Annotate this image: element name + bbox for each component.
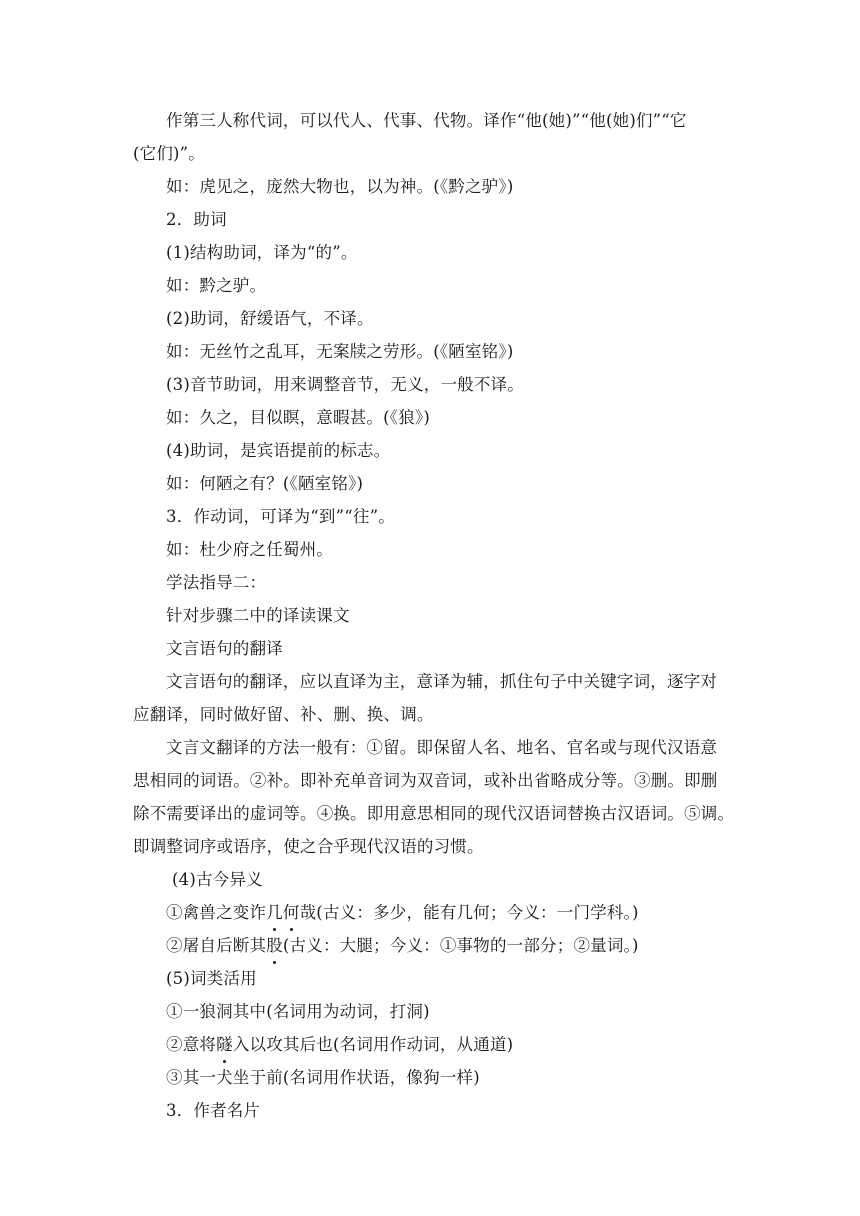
section-heading: 3．作者名片: [166, 1101, 261, 1120]
text-segment: (古义：大腿；今义：①事物的一部分；②量词。): [282, 936, 639, 955]
text-line: 如：黔之驴。: [166, 276, 267, 295]
emphasis-char: 何: [283, 896, 300, 929]
section-heading: 2．助词: [166, 210, 227, 229]
text-line: ③其一犬坐于前(名词用作状语，像狗一样): [166, 1068, 480, 1087]
section-heading: 文言语句的翻译: [166, 639, 283, 658]
text-line: 如：何陋之有？(《陋室铭》): [166, 474, 364, 493]
text-line: [133, 929, 733, 962]
text-line: 如：无丝竹之乱耳，无案牍之劳形。(《陋室铭》): [166, 342, 514, 361]
text-line: 应翻译，同时做好留、补、删、换、调。: [133, 705, 434, 724]
text-line: (2)助词，舒缓语气，不译。: [166, 309, 374, 328]
text-segment: 入以攻其后也(名词用作动词，从通道): [232, 1035, 514, 1054]
text-line: [133, 1028, 733, 1061]
text-line: 即调整词序或语序，使之合乎现代汉语的习惯。: [133, 837, 484, 856]
text-segment: ①禽兽之变诈: [166, 903, 267, 922]
text-line: 如：杜少府之任蜀州。: [166, 540, 333, 559]
section-heading: 3．作动词，可译为“到”“往”。: [166, 507, 395, 526]
text-segment: ②屠自后断其: [166, 936, 267, 955]
text-line: (1)结构助词，译为“的”。: [166, 243, 358, 262]
text-line: (4)助词，是宾语提前的标志。: [166, 441, 391, 460]
emphasis-char: 几: [266, 896, 283, 929]
text-segment: ②意将: [166, 1035, 217, 1054]
text-line: 针对步骤二中的译读课文: [166, 606, 350, 625]
section-heading: (5)词类活用: [166, 969, 257, 988]
section-heading: (4)古今异义: [172, 870, 263, 889]
emphasis-char: 股: [266, 929, 283, 962]
text-line: 如：久之，目似瞑，意暇甚。(《狼》): [166, 408, 430, 427]
text-segment: 哉(古义：多少，能有几何；今义：一门学科。): [299, 903, 639, 922]
text-line: 文言文翻译的方法一般有：①留。即保留人名、地名、官名或与现代汉语意: [166, 738, 718, 757]
text-line: 思相同的词语。②补。即补充单音词为双音词，或补出省略成分等。③删。即删: [133, 771, 718, 790]
section-heading: 学法指导二：: [166, 573, 267, 592]
text-line: 作第三人称代词，可以代人、代事、代物。译作“他(她)”“他(她)们”“它: [166, 111, 687, 130]
emphasis-char: 隧: [216, 1028, 233, 1061]
document-body: [133, 104, 733, 1127]
text-line: ①一狼洞其中(名词用为动词，打洞): [166, 1002, 430, 1021]
text-line: 文言语句的翻译，应以直译为主，意译为辅，抓住句子中关键字词，逐字对: [166, 672, 718, 691]
text-line: (它们)”。: [133, 144, 206, 163]
text-line: (3)音节助词，用来调整音节，无义，一般不译。: [166, 375, 524, 394]
text-line: 除不需要译出的虚词等。④换。即用意思相同的现代汉语词替换古汉语词。⑤调。: [133, 804, 735, 823]
text-line: 如：虎见之，庞然大物也，以为神。(《黔之驴》): [166, 177, 514, 196]
text-line: [133, 896, 733, 929]
